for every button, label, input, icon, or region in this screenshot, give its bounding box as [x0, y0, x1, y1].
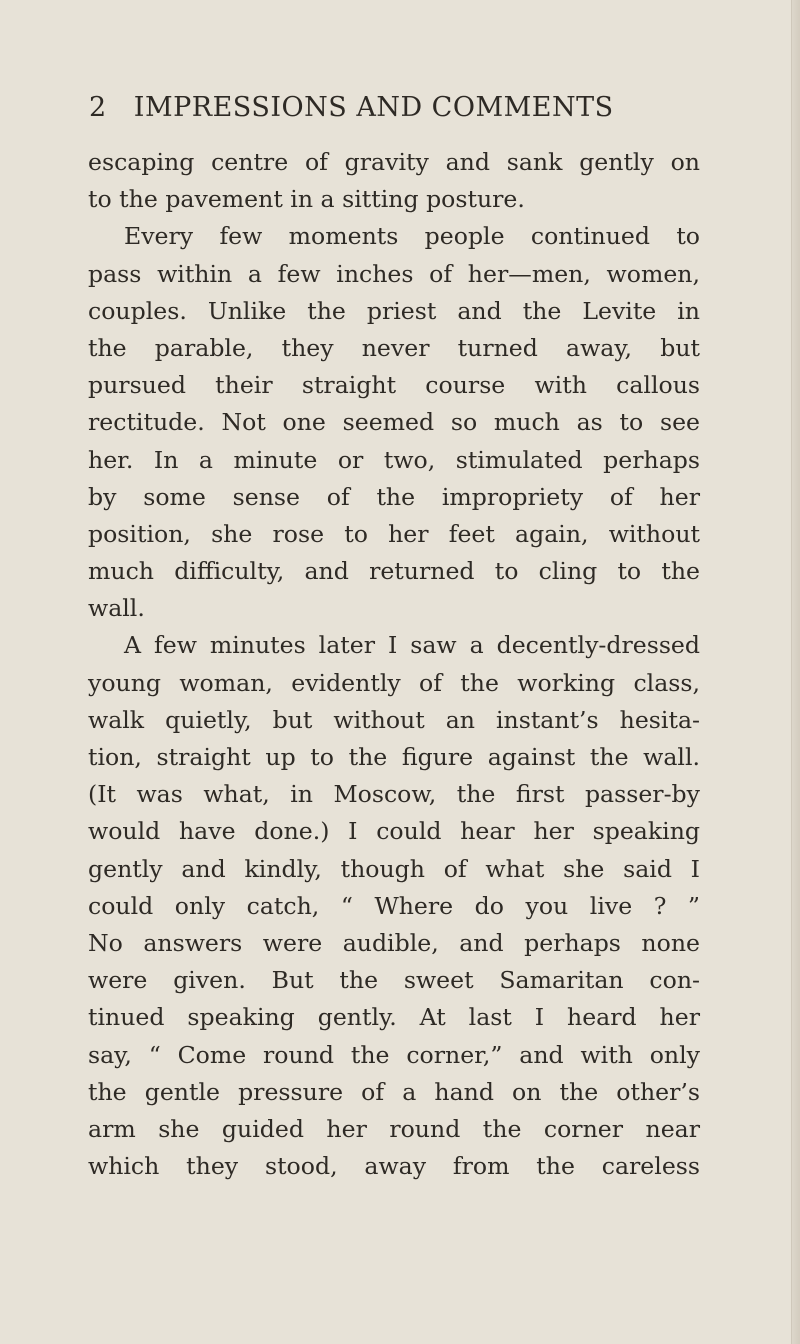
text-line: pass within a few inches of her—men, women,	[88, 259, 700, 288]
text-line: A few minutes later I saw a decently-dressed	[124, 631, 700, 660]
text-line: would have done.) I could hear her speaking	[88, 817, 700, 846]
text-line: escaping centre of gravity and sank gently on	[88, 148, 700, 176]
text-line: gently and kindly, though of what she said I	[88, 854, 700, 883]
text-line: tion, straight up to the figure against the wall.	[88, 743, 700, 771]
text-line: tinued speaking gently. At last I heard her	[88, 1003, 700, 1032]
text-line: couples. Unlike the priest and the Levite in	[88, 296, 700, 325]
text-line: young woman, evidently of the working class,	[88, 668, 700, 697]
text-line: her. In a minute or two, stimulated perhaps	[88, 445, 700, 474]
text-line: wall.	[88, 594, 145, 623]
body-text	[88, 144, 700, 1185]
text-line: pursued their straight course with callous	[88, 371, 700, 400]
text-line: by some sense of the impropriety of her	[88, 482, 700, 511]
text-line: much difficulty, and returned to cling to the	[88, 557, 700, 586]
text-line: rectitude. Not one seemed so much as to see	[88, 408, 700, 437]
text-line: could only catch, “ Where do you live ? ”	[88, 891, 700, 920]
page-edge	[791, 0, 800, 1344]
text-line: (It was what, in Moscow, the first passer-by	[88, 780, 700, 809]
text-line: to the pavement in a sitting posture.	[88, 185, 525, 214]
text-line: No answers were audible, and perhaps none	[88, 928, 700, 957]
text-line: the gentle pressure of a hand on the other’s	[88, 1077, 700, 1106]
text-line: position, she rose to her feet again, without	[88, 519, 700, 548]
text-line: were given. But the sweet Samaritan con-	[88, 966, 700, 995]
text-line: which they stood, away from the careless	[88, 1152, 700, 1181]
text-line: walk quietly, but without an instant’s hesita-	[88, 705, 700, 734]
running-header	[89, 90, 709, 126]
text-line: arm she guided her round the corner near	[88, 1114, 700, 1143]
text-line: say, “ Come round the corner,” and with only	[88, 1040, 700, 1069]
page-number: 2	[89, 92, 107, 123]
text-line: Every few moments people continued to	[124, 222, 700, 251]
running-title: IMPRESSIONS AND COMMENTS	[133, 92, 614, 123]
text-line: the parable, they never turned away, but	[88, 333, 700, 362]
